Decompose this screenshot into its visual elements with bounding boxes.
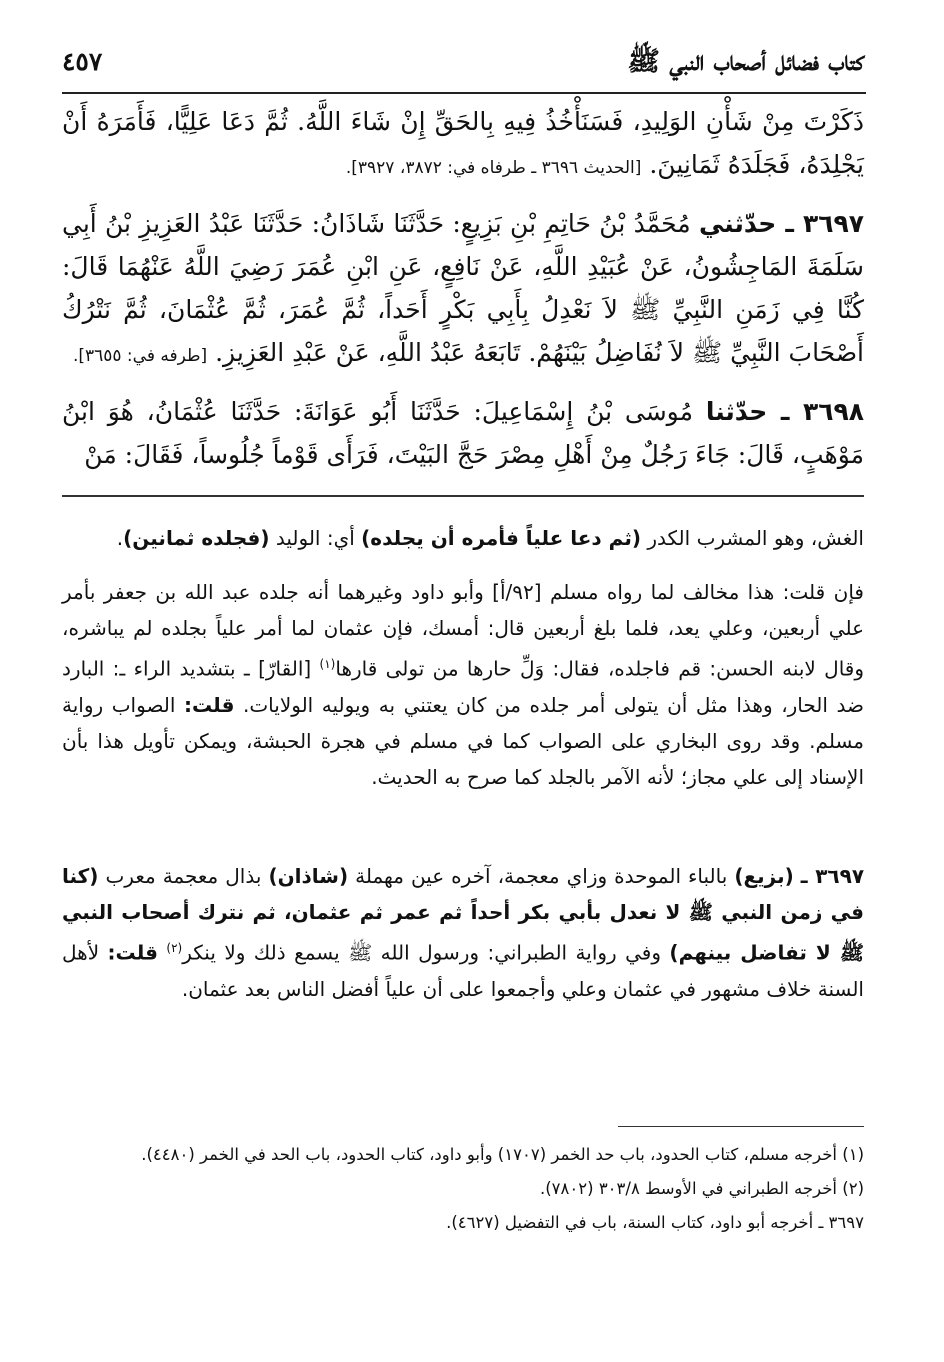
footnote: (٢) أخرجه الطبراني في الأوسط ٣٠٣/٨ (٧٨٠٢). [539,1179,864,1198]
commentary-text: لأهل السنة خلاف مشهور في عثمان وعلي وأجمعوا على أن علياً أفضل الناس بعد عثمان. [62,940,864,1001]
commentary-text: . [116,526,124,550]
page-number: ٤٥٧ [62,47,103,76]
page-header [62,40,864,80]
commentary-quote: (ثم دعا علياً فأمره أن يجلده) [361,526,641,550]
commentary-text: بذال معجمة معرب [105,864,262,888]
commentary-quote: (كنا في زمن النبي ﷺ لا نعدل بأبي بكر أحداً ثم عمر ثم عثمان، ثم نترك أصحاب النبي ﷺ لا تفاضل بينهم) [62,864,865,965]
hadith-text: ذَكَرْتَ مِنْ شَأْنِ الوَلِيدِ، فَسَنَأْخُذُ فِيهِ بِالحَقِّ إِنْ شَاءَ اللَّهُ. ثُمَّ دَعَا عَلِيًّا، فَأَمَرَهُ أَنْ يَجْلِدَهُ، فَجَلَدَهُ ثَمَانِينَ. [62,107,864,179]
commentary-text: فإن قلت: هذا مخالف لما رواه مسلم [٩٢/أ] وأبو داود وغيرهما أنه جلده عبد الله بن جعفر بأمر علي أربعين، وعلي يعد، فلما بلغ أربعين قال: أمسك، فإن عثمان لما أمر علياً بجلده لم يباشره، وقال لابنه الحسن: قم فاجلده، فقال: وَلِّ حارها من تولى قارها [62,580,865,681]
footnotes [62,1138,864,1240]
hadith-citation: [الحديث ٣٦٩٦ ـ طرفاه في: ٣٨٧٢، ٣٩٢٧]. [345,158,642,178]
hadith-3696-end [62,100,864,190]
commentary-text: أي: الوليد [275,526,355,550]
hadith-number: ٣٦٩٧ ـ حدّثني [698,209,864,238]
commentary-text: الصواب رواية مسلم. وقد روى البخاري على الصواب كما في مسلم في هجرة الحبشة، ويمكن تأويل هذا بأن الإسناد إلى علي مجاز؛ لأنه الآمر بالجلد كما صرح به الحديث. [62,692,864,789]
commentary-quote: (فجلده ثمانين) [123,526,270,550]
hadith-text: مُوسَى بْنُ إِسْمَاعِيلَ: حَدَّثَنَا أَبُو عَوَانَةَ: حَدَّثَنَا عُثْمَانُ، هُوَ ابْنُ مَوْهَبٍ، قَالَ: جَاءَ رَجُلٌ مِنْ أَهْلِ مِصْرَ حَجَّ البَيْتَ، فَرَأَى قَوْماً جُلُوساً، فَقَالَ: مَنْ [62,397,864,469]
commentary-paragraph [62,520,864,556]
hadith-number: ٣٦٩٨ ـ حدّثنا [705,397,865,426]
hadith-text: مُحَمَّدُ بْنُ حَاتِمِ بْنِ بَزِيعٍ: حَدَّثَنَا شَاذَانُ: حَدَّثَنَا عَبْدُ العَزِيزِ بْنُ أَبِي سَلَمَةَ المَاجِشُونُ، عَنْ عُبَيْدِ اللَّهِ، عَنْ نَافِعٍ، عَنِ ابْنِ عُمَرَ رَضِيَ اللَّهُ عَنْهُمَا قَالَ: كُنَّا فِي زَمَنِ النَّبِيِّ ﷺ لاَ نَعْدِلُ بِأَبِي بَكْرٍ أَحَداً، ثُمَّ عُمَرَ، ثُمَّ عُثْمَانَ، ثُمَّ نَتْرُكُ أَصْحَابَ النَّبِيِّ ﷺ لاَ نُفَاضِلُ بَيْنَهُمْ. تَابَعَهُ عَبْدُ اللَّهِ، عَنْ عَبْدِ العَزِيزِ. [62,209,864,367]
commentary-text: الغش، وهو المشرب الكدر [647,526,864,550]
text-commentary-divider [62,495,864,497]
commentary-text: بالباء الموحدة وزاي معجمة، آخره عين مهملة [355,864,728,888]
footnote-rule [618,1126,864,1127]
footnote: (١) أخرجه مسلم، كتاب الحدود، باب حد الخمر (١٧٠٧) وأبو داود، كتاب الحدود، باب الحد في الخمر (٤٤٨٠). [141,1145,864,1164]
book-title: كتاب فضائل أصحاب النبي ﷺ [627,46,864,77]
hadith-3698 [62,390,864,476]
commentary-qult: قلت: [107,940,158,965]
footnote: ٣٦٩٧ ـ أخرجه أبو داود، كتاب السنة، باب في التفضيل (٤٦٢٧). [446,1213,864,1232]
commentary-text: وفي رواية الطبراني: ورسول الله ﷺ يسمع ذلك ولا ينكر [182,940,661,965]
footnote-ref[interactable]: (١) [319,657,336,671]
commentary-text: [القارّ] ـ بتشديد الراء ـ: البارد ضد الحار، وهذا مثل أن يتولى أمر جلده من كان يعتني به ويوليه الولايات. [62,656,864,717]
commentary-paragraph [62,574,864,795]
commentary-qult: قلت: [184,692,235,717]
commentary-paragraph [62,858,864,1007]
commentary-number: ٣٦٩٧ ـ [800,864,865,888]
footnote-ref[interactable]: (٢) [166,941,183,955]
header-rule [62,92,866,94]
commentary-quote: (شاذان) [268,864,349,888]
commentary-quote: (بزيع) [734,864,794,888]
hadith-citation: [طرفه في: ٣٦٥٥]. [72,346,208,366]
hadith-3697 [62,202,864,378]
